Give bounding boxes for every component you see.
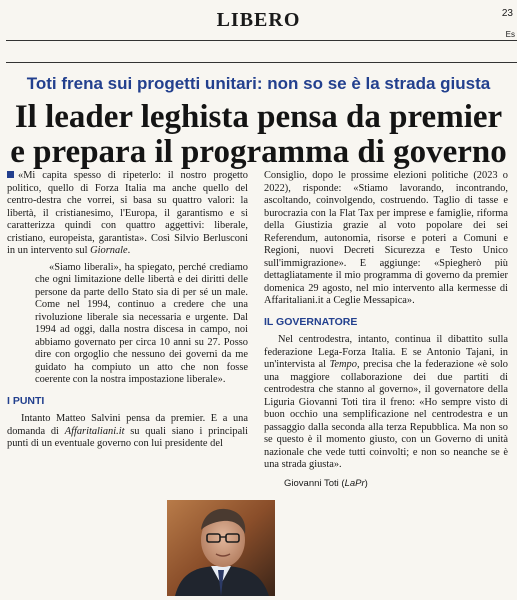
portrait-photo	[167, 500, 275, 596]
toti-paragraph: Nel centrodestra, intanto, continua il dibattito sulla federazione Lega-Forza Italia. E se Antonio Tajani, in un'intervista al Tempo, precisa che la federazione «è solo una maggiore collaborazione dei due partiti di centrodestra che stanno al governo», il governatore della Liguria Giovanni Toti tira il freno: «Ho sempre visto di buon occhio una semplificazione nel centrodestra e un passaggio dalla seconda alla terza Repubblica. Ma non so se questo è il momento giusto, con un Governo di unità nazionale che vede tutti coinvolti; e non so neanche se è una strada giusta».	[264, 334, 508, 470]
salvini-paragraph: Consiglio, dopo le prossime elezioni politiche (2023 o 2022), risponde: «Stiamo lavorando, incontrando, ascoltando, coinvolgendo, costruendo. Taglio di tasse e burocrazia con la Flat Tax per imprese e famiglie, riforma della Giustizia grazie al voto popolare dei sei Referendum, autonomia, risorse e poteri a Comuni e Regioni, nuovi Decreti Sicurezza e Testo Unico sull'immigrazione». E aggiunge: «Spiegherò più dettagliatamente il mio programma di governo da premier domenica 29 agosto, nel mio intervento alla kermesse di Affaritaliani.it a Ceglie Messapica».	[264, 170, 508, 306]
article-column-left	[7, 170, 248, 451]
article-kicker: Toti frena sui progetti unitari: non so se è la strada giusta	[26, 74, 491, 93]
intro-paragraph: «Mi capita spesso di ripeterlo: il nostro progetto politico, quello di Forza Italia ma anche quello del centro-destra che vorrei, si basa su quattro valori: la libertà, il cristianesimo, l'Europa, il garantismo e si caratterizza quindi con quattro aggettivi: liberale, cristiano, europeista, garantista». Così Silvio Berlusconi in un intervento sul Giornale.	[7, 170, 248, 256]
bullet-square-icon	[7, 171, 14, 178]
section-heading-governatore: IL GOVERNATORE	[264, 315, 358, 328]
portrait-illustration	[167, 500, 275, 596]
headline-line-2: e prepara il programma di governo	[10, 134, 507, 170]
section-heading-punti: I PUNTI	[7, 394, 45, 407]
article-headline	[0, 100, 517, 170]
edge-label: Es	[505, 30, 515, 39]
newspaper-brand: LIBERO	[216, 9, 301, 31]
punti-paragraph: Intanto Matteo Salvini pensa da premier. E a una domanda di Affaritaliani.it su quali siano i principali punti di un eventuale governo con lui presidente del	[7, 413, 248, 449]
masthead-rule	[6, 40, 517, 41]
section-rule	[6, 62, 517, 63]
masthead	[0, 0, 517, 40]
page-number: 23	[501, 8, 513, 19]
photo-caption: Giovanni Toti (LaPr)	[284, 478, 368, 489]
berlusconi-quote: «Siamo liberali», ha spiegato, perché crediamo che ogni limitazione delle libertà e dei diritti delle persone da parte dello Stato sia di per sé un male. Come nel 1994, continuo a credere che una rivoluzione liberale sia necessaria e urgente. Dal 1994 ad oggi, dalla nostra discesa in campo, noi abbiamo governato per circa 10 anni su 27. Posso dire con orgoglio che nessuno dei governi da me guidato ha compiuto un atto che non fosse coerente con la nostra impostazione liberale».	[35, 261, 248, 385]
article-column-right	[264, 170, 508, 472]
headline-line-1: Il leader leghista pensa da premier	[14, 99, 503, 135]
